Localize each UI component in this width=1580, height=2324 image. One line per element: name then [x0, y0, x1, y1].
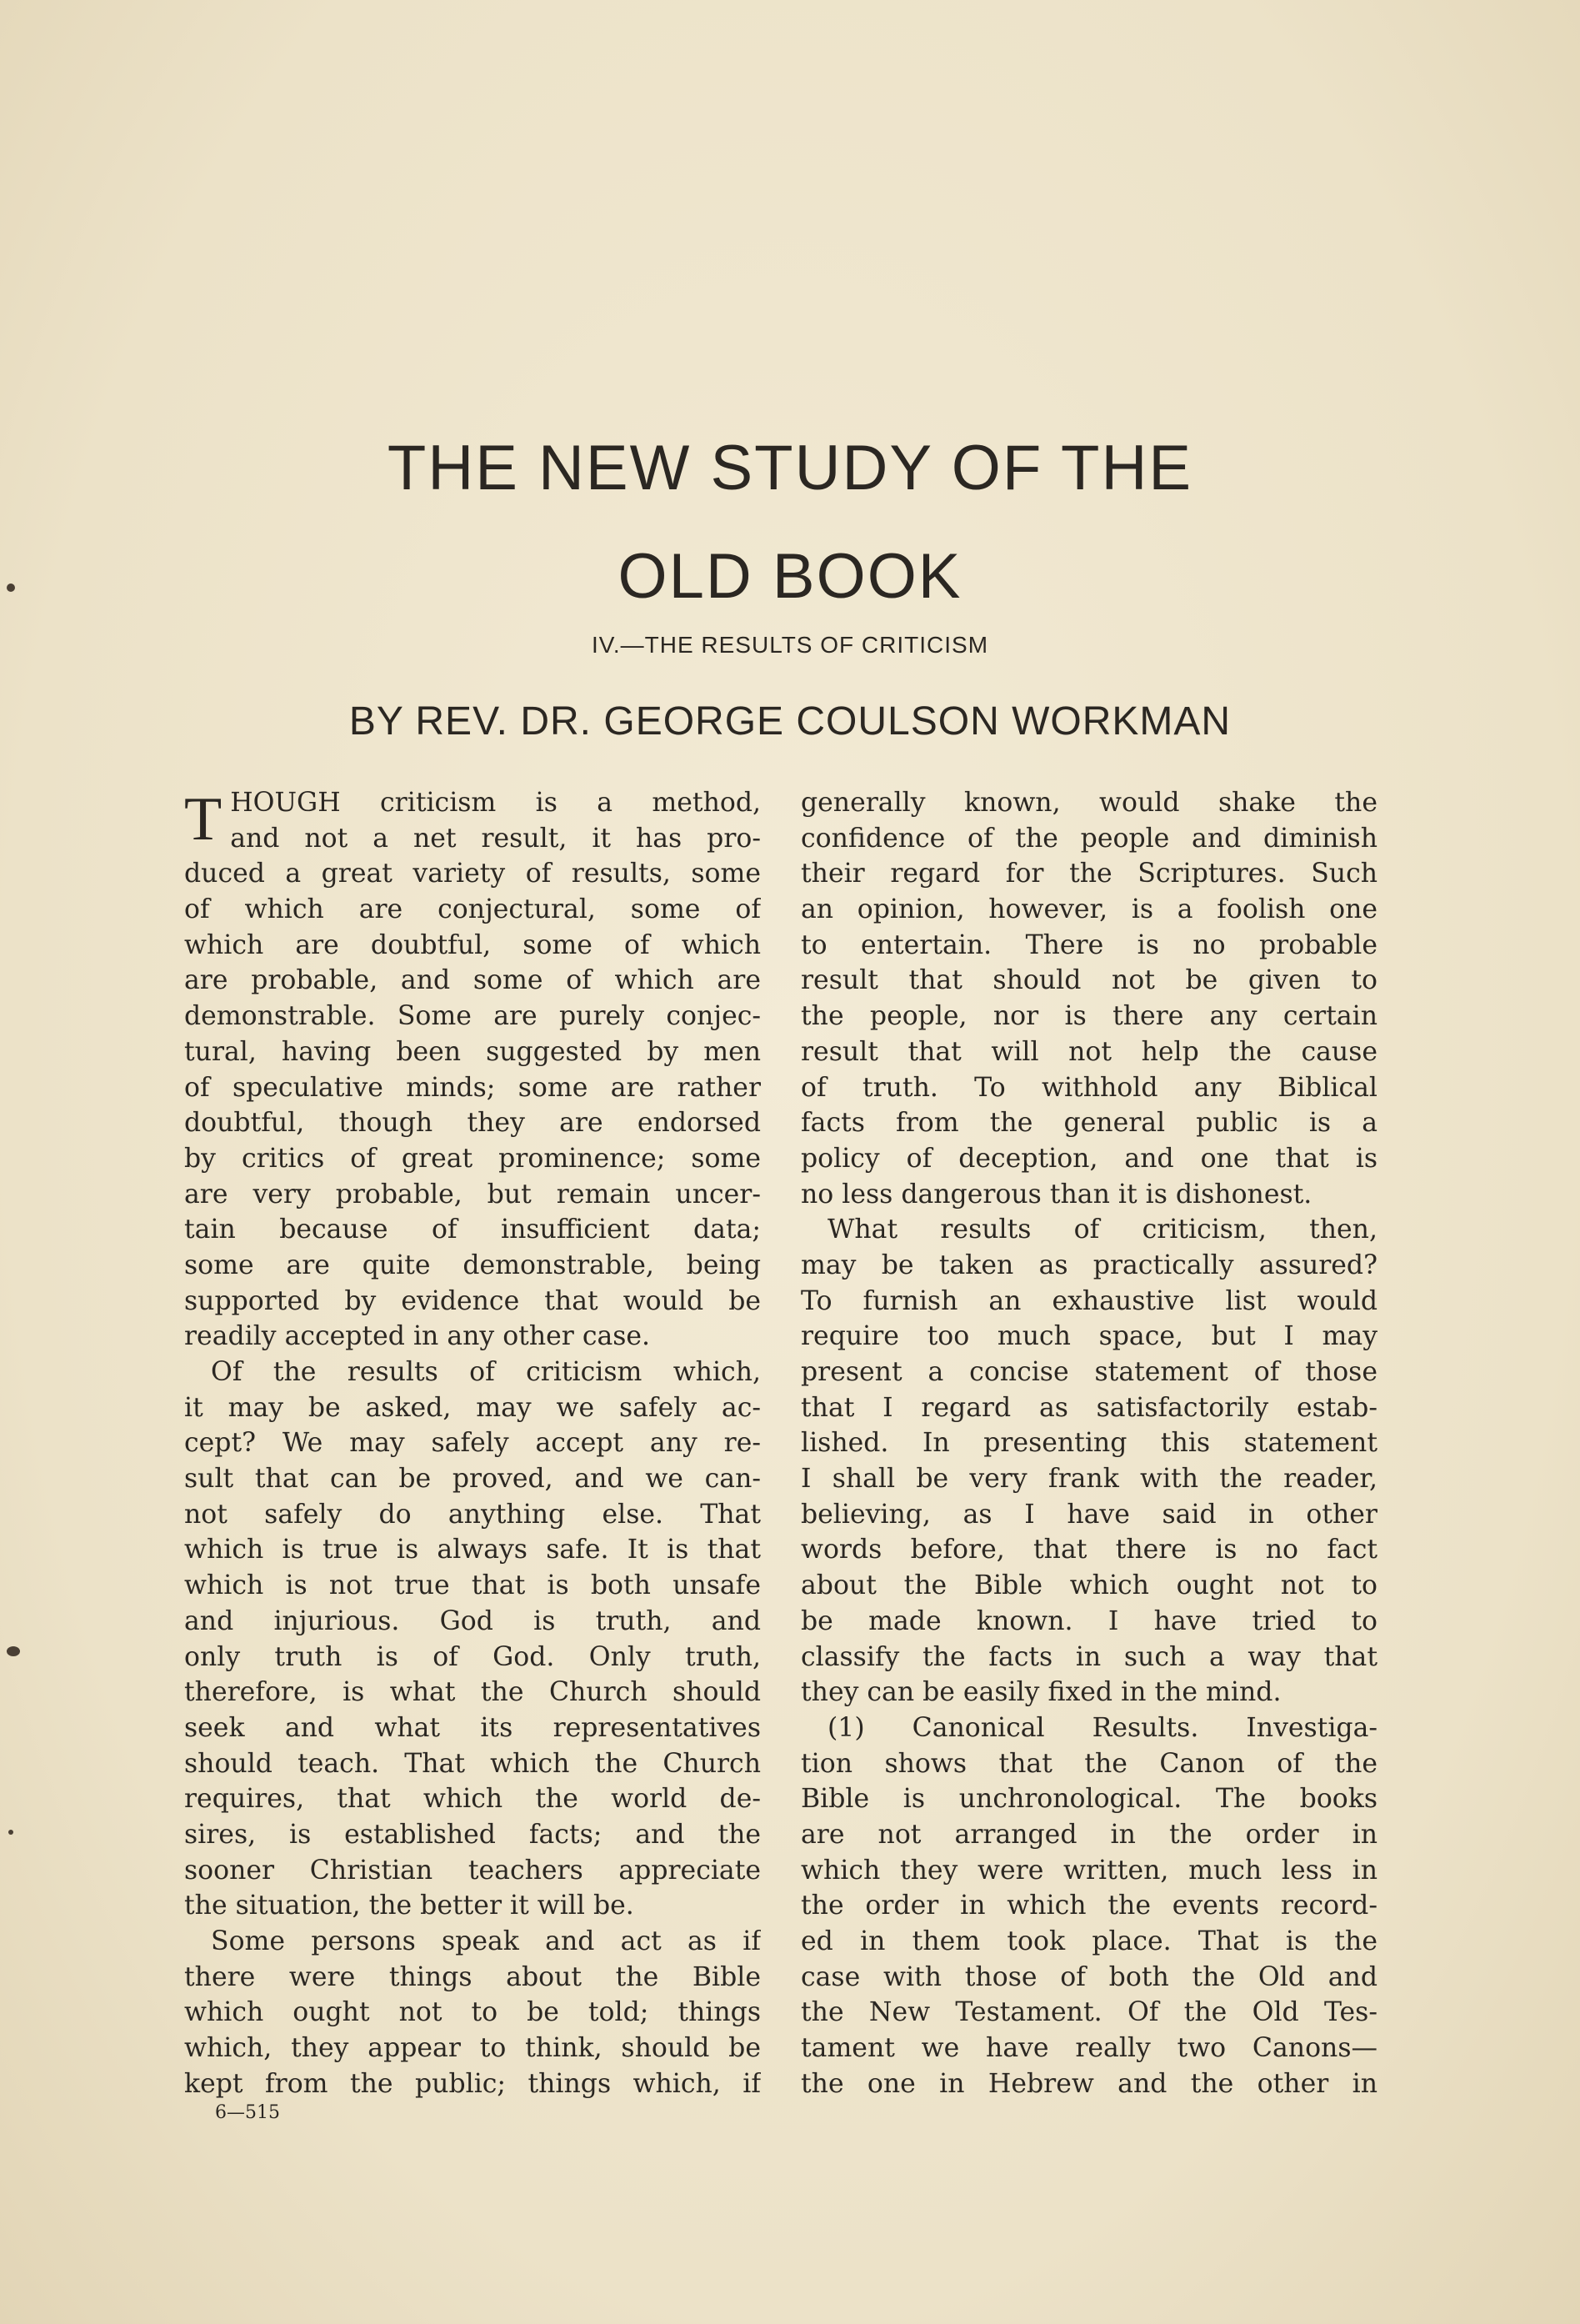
text-line: tament we have really two Canons— — [801, 2033, 1378, 2064]
text-line: tion shows that the Canon of the — [801, 1748, 1378, 1779]
text-line: lished. In presenting this statement — [801, 1428, 1378, 1459]
text-line: their regard for the Scriptures. Such — [801, 859, 1378, 889]
text-line: which is true is always safe. It is that — [184, 1535, 761, 1565]
page-blemish — [8, 1830, 13, 1835]
text-line: of speculative minds; some are rather — [184, 1072, 761, 1103]
left-column — [184, 785, 761, 2101]
article-subtitle: IV.—THE RESULTS OF CRITICISM — [591, 632, 989, 658]
text-line: are not arranged in the order in — [801, 1819, 1378, 1850]
text-line: To furnish an exhaustive list would — [801, 1285, 1378, 1316]
text-line: which are doubtful, some of which — [184, 929, 761, 960]
article-title-line-2: OLD BOOK — [618, 541, 962, 612]
text-line: which, they appear to think, should be — [184, 2033, 761, 2064]
text-line: sires, is established facts; and the — [184, 1819, 761, 1850]
drop-cap: T — [184, 785, 222, 854]
text-line: about the Bible which ought not to — [801, 1570, 1378, 1601]
text-line: the people, nor is there any certain — [801, 1001, 1378, 1032]
text-line: case with those of both the Old and — [801, 1961, 1378, 1992]
text-line: Of the results of criticism which, — [211, 1357, 761, 1387]
text-line: are probable, and some of which are — [184, 965, 761, 996]
article-byline: BY REV. DR. GEORGE COULSON WORKMAN — [348, 699, 1232, 744]
text-line: present a concise statement of those — [801, 1357, 1378, 1387]
text-line: duced a great variety of results, some — [184, 859, 761, 889]
text-line: to entertain. There is no probable — [801, 929, 1378, 960]
text-line: they can be easily fixed in the mind. — [801, 1677, 1282, 1708]
page-blemish — [7, 584, 15, 592]
text-line: Bible is unchronological. The books — [801, 1784, 1378, 1815]
text-line: which is not true that is both unsafe — [184, 1570, 761, 1601]
text-line: kept from the public; things which, if — [184, 2068, 761, 2099]
text-line: of truth. To withhold any Biblical — [801, 1072, 1378, 1103]
page-folio: 6—515 — [215, 2102, 280, 2123]
text-line: facts from the general public is a — [801, 1108, 1378, 1139]
text-line: therefore, is what the Church should — [184, 1677, 761, 1708]
text-line: supported by evidence that would be — [184, 1285, 761, 1316]
text-line: and not a net result, it has pro- — [230, 823, 761, 854]
text-line: readily accepted in any other case. — [184, 1321, 651, 1352]
text-line: confidence of the people and diminish — [801, 823, 1378, 854]
text-line: cept? We may safely accept any re- — [184, 1428, 761, 1459]
text-line: an opinion, however, is a foolish one — [801, 894, 1378, 925]
text-line: result that will not help the cause — [801, 1036, 1378, 1067]
text-line: the situation, the better it will be. — [184, 1891, 634, 1921]
text-line: are very probable, but remain uncer- — [184, 1179, 761, 1210]
text-line: the one in Hebrew and the other in — [801, 2068, 1378, 2099]
text-line: sooner Christian teachers appreciate — [184, 1855, 761, 1886]
text-line: the order in which the events record- — [801, 1891, 1378, 1921]
text-line: seek and what its representatives — [184, 1712, 761, 1743]
text-line: doubtful, though they are endorsed — [184, 1108, 761, 1139]
text-line: policy of deception, and one that is — [801, 1143, 1378, 1174]
text-line: and injurious. God is truth, and — [184, 1605, 761, 1636]
text-line: require too much space, but I may — [801, 1321, 1378, 1352]
text-line: some are quite demonstrable, being — [184, 1250, 761, 1280]
text-line: words before, that there is no fact — [801, 1535, 1378, 1565]
text-line: only truth is of God. Only truth, — [184, 1641, 761, 1672]
text-line: What results of criticism, then, — [828, 1215, 1378, 1245]
text-line: it may be asked, may we safely ac- — [184, 1392, 761, 1423]
text-line: classify the facts in such a way that — [801, 1641, 1378, 1672]
page-blemish — [7, 1646, 20, 1656]
text-line: tural, having been suggested by men — [184, 1036, 761, 1067]
text-line: HOUGH criticism is a method, — [230, 788, 761, 818]
text-line: tain because of insufficient data; — [184, 1215, 761, 1245]
text-line: result that should not be given to — [801, 965, 1378, 996]
right-column — [801, 785, 1378, 2101]
text-line: which they were written, much less in — [801, 1855, 1378, 1886]
text-line: should teach. That which the Church — [184, 1748, 761, 1779]
text-line: no less dangerous than it is dishonest. — [801, 1179, 1312, 1210]
text-line: the New Testament. Of the Old Tes- — [801, 1997, 1378, 2028]
text-line: demonstrable. Some are purely conjec- — [184, 1001, 761, 1032]
text-line: of which are conjectural, some of — [184, 894, 761, 925]
article-title-line-1: THE NEW STUDY OF THE — [387, 433, 1193, 503]
text-line: believing, as I have said in other — [801, 1499, 1378, 1530]
text-line: by critics of great prominence; some — [184, 1143, 761, 1174]
text-line: I shall be very frank with the reader, — [801, 1464, 1378, 1495]
text-line: ed in them took place. That is the — [801, 1926, 1378, 1956]
text-line: sult that can be proved, and we can- — [184, 1464, 761, 1495]
text-line: requires, that which the world de- — [184, 1784, 761, 1815]
text-line: that I regard as satisfactorily estab- — [801, 1392, 1378, 1423]
text-line: be made known. I have tried to — [801, 1605, 1378, 1636]
text-line: Some persons speak and act as if — [211, 1926, 761, 1956]
text-line: which ought not to be told; things — [184, 1997, 761, 2028]
text-line: not safely do anything else. That — [184, 1499, 761, 1530]
text-line: may be taken as practically assured? — [801, 1250, 1378, 1280]
text-line: there were things about the Bible — [184, 1961, 761, 1992]
text-line: (1) Canonical Results. Investiga- — [828, 1712, 1378, 1743]
text-line: generally known, would shake the — [801, 788, 1378, 818]
